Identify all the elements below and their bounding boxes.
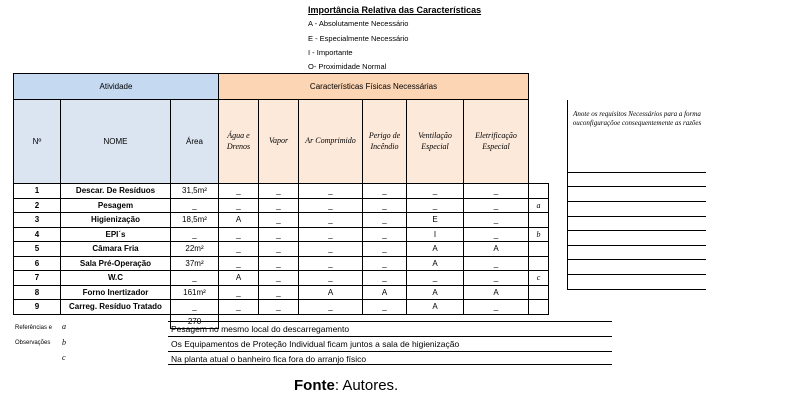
row-number: 8 — [14, 285, 61, 300]
row-value: _ — [464, 198, 529, 213]
col-perigo-header: Perigo de Incêndio — [363, 100, 407, 184]
row-value: A — [219, 213, 259, 228]
row-name: Higienização — [61, 213, 171, 228]
col-agua-header: Água e Drenos — [219, 100, 259, 184]
row-ref-letter — [529, 285, 549, 300]
total-area: 270 — [171, 314, 219, 328]
row-value: _ — [299, 256, 363, 271]
row-value: _ — [259, 184, 299, 199]
characteristics-table — [13, 73, 549, 329]
row-number: 6 — [14, 256, 61, 271]
row-area: _ — [171, 271, 219, 286]
row-area: 161m² — [171, 285, 219, 300]
row-number: 9 — [14, 300, 61, 315]
col-vapor-header: Vapor — [259, 100, 299, 184]
row-value: _ — [363, 213, 407, 228]
row-value: _ — [407, 271, 464, 286]
legend-title: Importância Relativa das Características — [308, 5, 482, 15]
row-area: _ — [171, 227, 219, 242]
row-value: _ — [219, 198, 259, 213]
row-value: A — [363, 285, 407, 300]
ref-text-c: Na planta atual o banheiro fica fora do arranjo físico — [168, 351, 612, 365]
row-value: _ — [464, 227, 529, 242]
row-number: 2 — [14, 198, 61, 213]
row-value: _ — [464, 184, 529, 199]
row-value: A — [464, 285, 529, 300]
row-number: 1 — [14, 184, 61, 199]
row-value: _ — [363, 184, 407, 199]
ref-letter-a: a — [62, 322, 66, 331]
row-value: _ — [259, 198, 299, 213]
header-atividade: Atividade — [14, 74, 219, 100]
row-value: _ — [259, 227, 299, 242]
table-row — [14, 256, 549, 271]
row-value: _ — [259, 285, 299, 300]
row-value: I — [407, 227, 464, 242]
row-value: A — [407, 256, 464, 271]
legend-item-e: E - Especialmente Necessário — [308, 34, 409, 43]
row-area: 22m² — [171, 242, 219, 257]
row-value: _ — [259, 271, 299, 286]
row-value: _ — [363, 256, 407, 271]
table-row — [14, 242, 549, 257]
row-ref-letter: a — [529, 198, 549, 213]
row-name: W.C — [61, 271, 171, 286]
row-ref-letter: c — [529, 271, 549, 286]
row-value: A — [219, 271, 259, 286]
row-value: A — [407, 285, 464, 300]
row-area: 37m² — [171, 256, 219, 271]
row-name: Forno Inertizador — [61, 285, 171, 300]
row-name: Câmara Fria — [61, 242, 171, 257]
col-no-header: Nº — [14, 100, 61, 184]
col-area-header: Área — [171, 100, 219, 184]
row-value: _ — [363, 227, 407, 242]
row-value: _ — [407, 184, 464, 199]
row-name: EPI´s — [61, 227, 171, 242]
ref-text-b: Os Equipamentos de Proteção Individual ficam juntos a sala de higienização — [168, 336, 612, 350]
row-value: _ — [259, 213, 299, 228]
source-caption: Fonte: Autores. — [294, 377, 399, 394]
legend-item-o: O- Proximidade Normal — [308, 62, 387, 71]
row-value: A — [299, 285, 363, 300]
row-value: _ — [259, 256, 299, 271]
row-value: _ — [219, 285, 259, 300]
table-row — [14, 300, 549, 315]
row-ref-letter — [529, 256, 549, 271]
col-eletrificacao-header: Eletrificação Especial — [464, 100, 529, 184]
row-value: _ — [363, 271, 407, 286]
row-ref-letter — [529, 213, 549, 228]
table-row — [14, 285, 549, 300]
ref-text-a: Pesagem no mesmo local do descarregamento — [168, 321, 612, 335]
row-value: _ — [259, 300, 299, 315]
row-name: Sala Pré-Operação — [61, 256, 171, 271]
row-value: _ — [299, 300, 363, 315]
ref-letter-c: c — [62, 353, 66, 362]
row-ref-letter — [529, 300, 549, 315]
row-number: 7 — [14, 271, 61, 286]
row-name: Pesagem — [61, 198, 171, 213]
row-value: _ — [464, 213, 529, 228]
row-value: _ — [299, 198, 363, 213]
row-number: 4 — [14, 227, 61, 242]
row-value: _ — [464, 256, 529, 271]
note-text: Anote os requisitos Necessários para a forma ouconfiguraçõoe consequentemente as razões — [567, 100, 706, 168]
observations-label: Observações — [15, 340, 51, 346]
table-row — [14, 184, 549, 199]
row-value: _ — [219, 184, 259, 199]
row-value: _ — [407, 198, 464, 213]
row-value: _ — [464, 271, 529, 286]
legend-item-i: I - Importante — [308, 48, 353, 57]
row-value: A — [407, 300, 464, 315]
row-value: _ — [363, 198, 407, 213]
header-caracteristicas: Características Físicas Necessárias — [219, 74, 529, 100]
ref-letter-b: b — [62, 338, 66, 347]
col-ar-header: Ar Comprimido — [299, 100, 363, 184]
row-value: A — [407, 242, 464, 257]
col-ventilacao-header: Ventilação Especial — [407, 100, 464, 184]
row-value: _ — [299, 227, 363, 242]
table-row — [14, 198, 549, 213]
col-nome-header: NOME — [61, 100, 171, 184]
row-value: A — [464, 242, 529, 257]
row-value: _ — [299, 213, 363, 228]
table-row — [14, 213, 549, 228]
row-value: _ — [259, 242, 299, 257]
row-area: _ — [171, 198, 219, 213]
row-value: _ — [299, 242, 363, 257]
row-value: _ — [219, 242, 259, 257]
row-value: _ — [363, 300, 407, 315]
row-name: Carreg. Resíduo Tratado — [61, 300, 171, 315]
row-value: _ — [464, 300, 529, 315]
table-row — [14, 271, 549, 286]
row-value: _ — [299, 271, 363, 286]
row-value: E — [407, 213, 464, 228]
legend-item-a: A - Absolutamente Necessário — [308, 19, 409, 28]
row-ref-letter — [529, 242, 549, 257]
row-area: 18,5m² — [171, 213, 219, 228]
row-value: _ — [219, 227, 259, 242]
row-number: 3 — [14, 213, 61, 228]
row-value: _ — [363, 242, 407, 257]
row-name: Descar. De Resíduos — [61, 184, 171, 199]
row-area: _ — [171, 300, 219, 315]
row-ref-letter: b — [529, 227, 549, 242]
row-value: _ — [299, 184, 363, 199]
row-value: _ — [219, 256, 259, 271]
table-row — [14, 227, 549, 242]
row-value: _ — [219, 300, 259, 315]
references-label: Referências e — [15, 325, 53, 331]
row-ref-letter — [529, 184, 549, 199]
row-number: 5 — [14, 242, 61, 257]
row-area: 31,5m² — [171, 184, 219, 199]
